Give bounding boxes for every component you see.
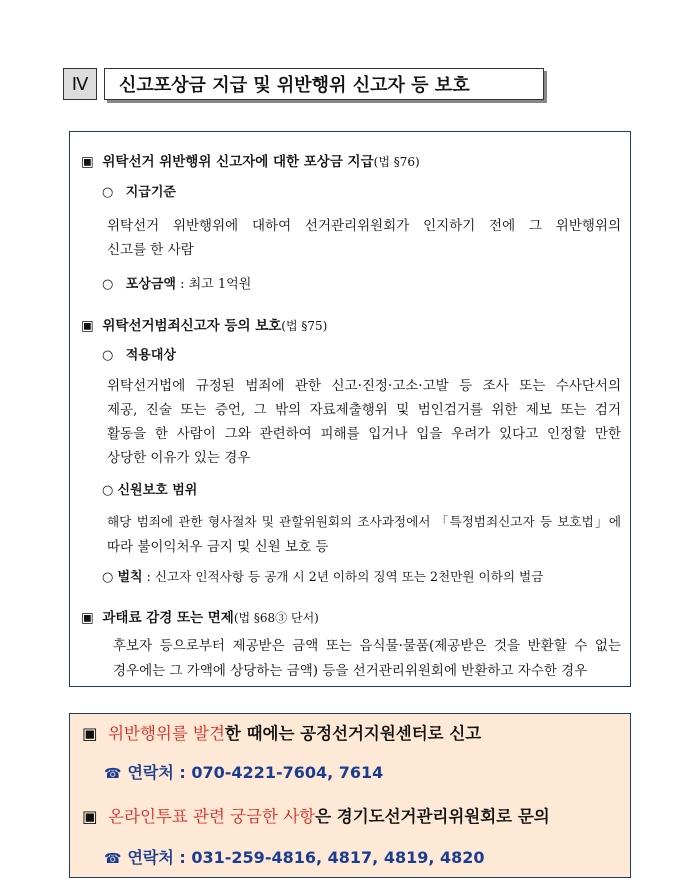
notice-text: 한 때에는 공정선거지원센터로 신고 — [224, 724, 482, 743]
phone-icon: ☎ — [104, 766, 122, 782]
notice-highlight: 온라인투표 관련 궁금한 사항 — [108, 807, 316, 826]
body-line: 경우에는 그 가액에 상당하는 금액) 등을 선거관리위원회에 반환하고 자수한 경우 — [113, 663, 588, 679]
notice-inquiry — [82, 803, 550, 827]
body-line: 위탁선거법에 규정된 범죄에 관한 신고·진정·고소·고발 등 조사 또는 수사단서의 — [107, 378, 621, 394]
section-heading-title: 위탁선거범죄신고자 등의 보호 — [102, 318, 282, 334]
section-heading-fine — [81, 606, 319, 626]
circle-bullet-icon: ○ — [102, 570, 114, 585]
body-line: 따라 불이익처우 금지 및 신원 보호 등 — [107, 539, 329, 555]
square-bullet-icon: ▣ — [81, 318, 94, 334]
phone-icon: ☎ — [104, 851, 122, 867]
contact-label: 연락처 : — [127, 848, 192, 867]
body-line: 활동을 한 사람이 그와 관련하여 피해를 입거나 입을 우려가 있다고 인정할 만한 — [107, 426, 621, 442]
item-label: 신원보호 범위 — [117, 483, 198, 498]
item-label: 벌칙 — [117, 570, 143, 585]
body-line: 해당 범죄에 관한 형사절차 및 관할위원회의 조사과정에서 「특정범죄신고자 등 보호법」에 — [107, 514, 621, 529]
notice-text: 은 경기도선거관리위원회로 문의 — [315, 807, 550, 826]
notice-report — [82, 720, 481, 744]
contact-label: 연락처 : — [127, 763, 192, 782]
item-value: : 신고자 인적사항 등 공개 시 2년 이하의 징역 또는 2천만원 이하의 벌금 — [142, 569, 544, 584]
notice-box — [69, 713, 631, 878]
body-line: 후보자 등으로부터 제공받은 금액 또는 음식물·물품(제공받은 것을 반환할 수 없는 — [113, 638, 621, 654]
item-label: 포상금액 — [125, 277, 176, 292]
item-heading-target — [102, 344, 176, 363]
circle-bullet-icon: ○ — [102, 348, 114, 363]
contact-line — [104, 845, 485, 868]
square-bullet-icon: ▣ — [82, 807, 98, 826]
section-heading-title: 과태료 감경 또는 면제 — [102, 610, 234, 626]
item-heading-penalty — [102, 566, 543, 585]
item-label: 지급기준 — [125, 185, 176, 200]
body-line: 위탁선거 위반행위에 대하여 선거관리위원회가 인지하기 전에 그 위반행위의 — [107, 218, 621, 234]
section-heading-protection — [81, 314, 327, 334]
content-box — [69, 131, 631, 687]
body-line: 제공, 진술 또는 증언, 그 밖의 자료제출행위 및 범인검거를 위한 제보 또는 검거 — [107, 402, 621, 418]
contact-line — [104, 760, 383, 783]
body-line: 신고를 한 사람 — [107, 242, 194, 258]
law-reference: (법 §75) — [281, 319, 328, 333]
law-reference: (법 §68③ 단서) — [233, 611, 319, 625]
circle-bullet-icon: ○ — [102, 185, 114, 200]
contact-numbers: 070-4221-7604, 7614 — [191, 763, 384, 782]
item-heading-amount — [102, 273, 251, 292]
item-label: 적용대상 — [125, 348, 176, 363]
section-title: 신고포상금 지급 및 위반행위 신고자 등 보호 — [104, 68, 544, 100]
contact-numbers: 031-259-4816, 4817, 4819, 4820 — [191, 848, 485, 867]
item-heading-criteria — [102, 181, 176, 200]
law-reference: (법 §76) — [373, 155, 420, 169]
section-heading-reward — [81, 150, 420, 170]
item-value: : 최고 1억원 — [175, 277, 252, 292]
section-number-badge: Ⅳ — [63, 68, 97, 100]
circle-bullet-icon: ○ — [102, 483, 114, 498]
notice-highlight: 위반행위를 발견 — [108, 724, 225, 743]
body-line: 상당한 이유가 있는 경우 — [107, 450, 251, 466]
item-heading-scope — [102, 479, 197, 498]
square-bullet-icon: ▣ — [82, 724, 98, 743]
section-heading-title: 위탁선거 위반행위 신고자에 대한 포상금 지급 — [102, 154, 374, 170]
square-bullet-icon: ▣ — [81, 154, 94, 170]
square-bullet-icon: ▣ — [81, 610, 94, 626]
circle-bullet-icon: ○ — [102, 277, 114, 292]
